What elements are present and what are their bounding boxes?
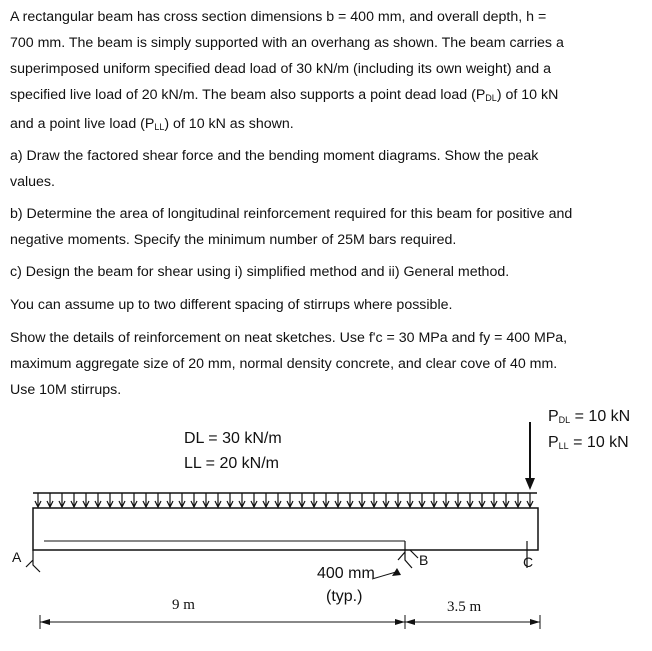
dim-arrow-b-left — [395, 619, 405, 625]
details-note — [10, 325, 606, 403]
pll-p: P — [548, 434, 559, 451]
width-note: 400 mm — [317, 565, 375, 582]
dim-arrow-b-right — [405, 619, 415, 625]
udl-arrows — [35, 493, 533, 507]
pdl-value: = 10 kN — [570, 408, 631, 425]
support-b-label: B — [419, 552, 429, 568]
details-line-3: Use 10M stirrups. — [10, 382, 122, 398]
intro-line-1: A rectangular beam has cross section dimensions b = 400 mm, and overall depth, h = — [10, 9, 547, 25]
intro-line-5a: and a point live load (P — [10, 116, 155, 132]
assume-note — [10, 292, 606, 318]
intro-line-4a: specified live load of 20 kN/m. The beam also supports a point dead load (P — [10, 87, 486, 103]
width-pointer-head — [392, 568, 401, 576]
point-live-load-label — [548, 432, 629, 457]
pll-value: = 10 kN — [568, 434, 629, 451]
support-a-symbol — [26, 550, 40, 572]
pll-subscript: LL — [154, 122, 165, 132]
part-c-line: c) Design the beam for shear using i) simplified method and ii) General method. — [10, 264, 510, 280]
dim-arrow-c — [530, 619, 540, 625]
live-load-label: LL = 20 kN/m — [184, 455, 280, 472]
part-b-line-1: b) Determine the area of longitudinal reinforcement required for this beam for positive and — [10, 206, 573, 222]
span-bc-label: 3.5 m — [447, 599, 482, 615]
intro-line-5 — [10, 111, 606, 140]
dim-arrow-a — [40, 619, 50, 625]
pdl-p: P — [548, 408, 559, 425]
assume-line: You can assume up to two different spacing of stirrups where possible. — [10, 297, 453, 313]
intro-line-2: 700 mm. The beam is simply supported with an overhang as shown. The beam carries a — [10, 35, 564, 51]
pdl-sub: DL — [558, 415, 571, 425]
point-load-arrow-head — [525, 478, 535, 490]
support-a-label: A — [12, 549, 22, 565]
intro-line-4b: ) of 10 kN — [496, 87, 559, 103]
part-b-line-2: negative moments. Specify the minimum number of 25M bars required. — [10, 232, 457, 248]
details-line-1: Show the details of reinforcement on neat sketches. Use f'c = 30 MPa and fy = 400 MPa, — [10, 330, 568, 346]
intro-line-4 — [10, 82, 606, 111]
part-a — [10, 143, 606, 195]
problem-intro — [10, 4, 606, 140]
intro-line-5b: ) of 10 kN as shown. — [164, 116, 294, 132]
details-line-2: maximum aggregate size of 20 mm, normal density concrete, and clear cove of 40 mm. — [10, 356, 558, 372]
beam-figure — [0, 400, 652, 646]
span-ab-label: 9 m — [172, 597, 195, 613]
part-b — [10, 201, 606, 253]
part-a-line-2: values. — [10, 174, 55, 190]
beam-outline — [33, 508, 538, 550]
dead-load-label: DL = 30 kN/m — [184, 430, 282, 447]
part-c — [10, 259, 606, 285]
point-dead-load-label — [548, 406, 630, 431]
part-a-line-1: a) Draw the factored shear force and the bending moment diagrams. Show the peak — [10, 148, 539, 164]
intro-line-3: superimposed uniform specified dead load of 30 kN/m (including its own weight) and a — [10, 61, 551, 77]
pdl-subscript: DL — [485, 93, 497, 103]
pll-sub: LL — [558, 441, 569, 451]
point-c-label: C — [523, 554, 534, 570]
typ-note: (typ.) — [326, 588, 363, 605]
